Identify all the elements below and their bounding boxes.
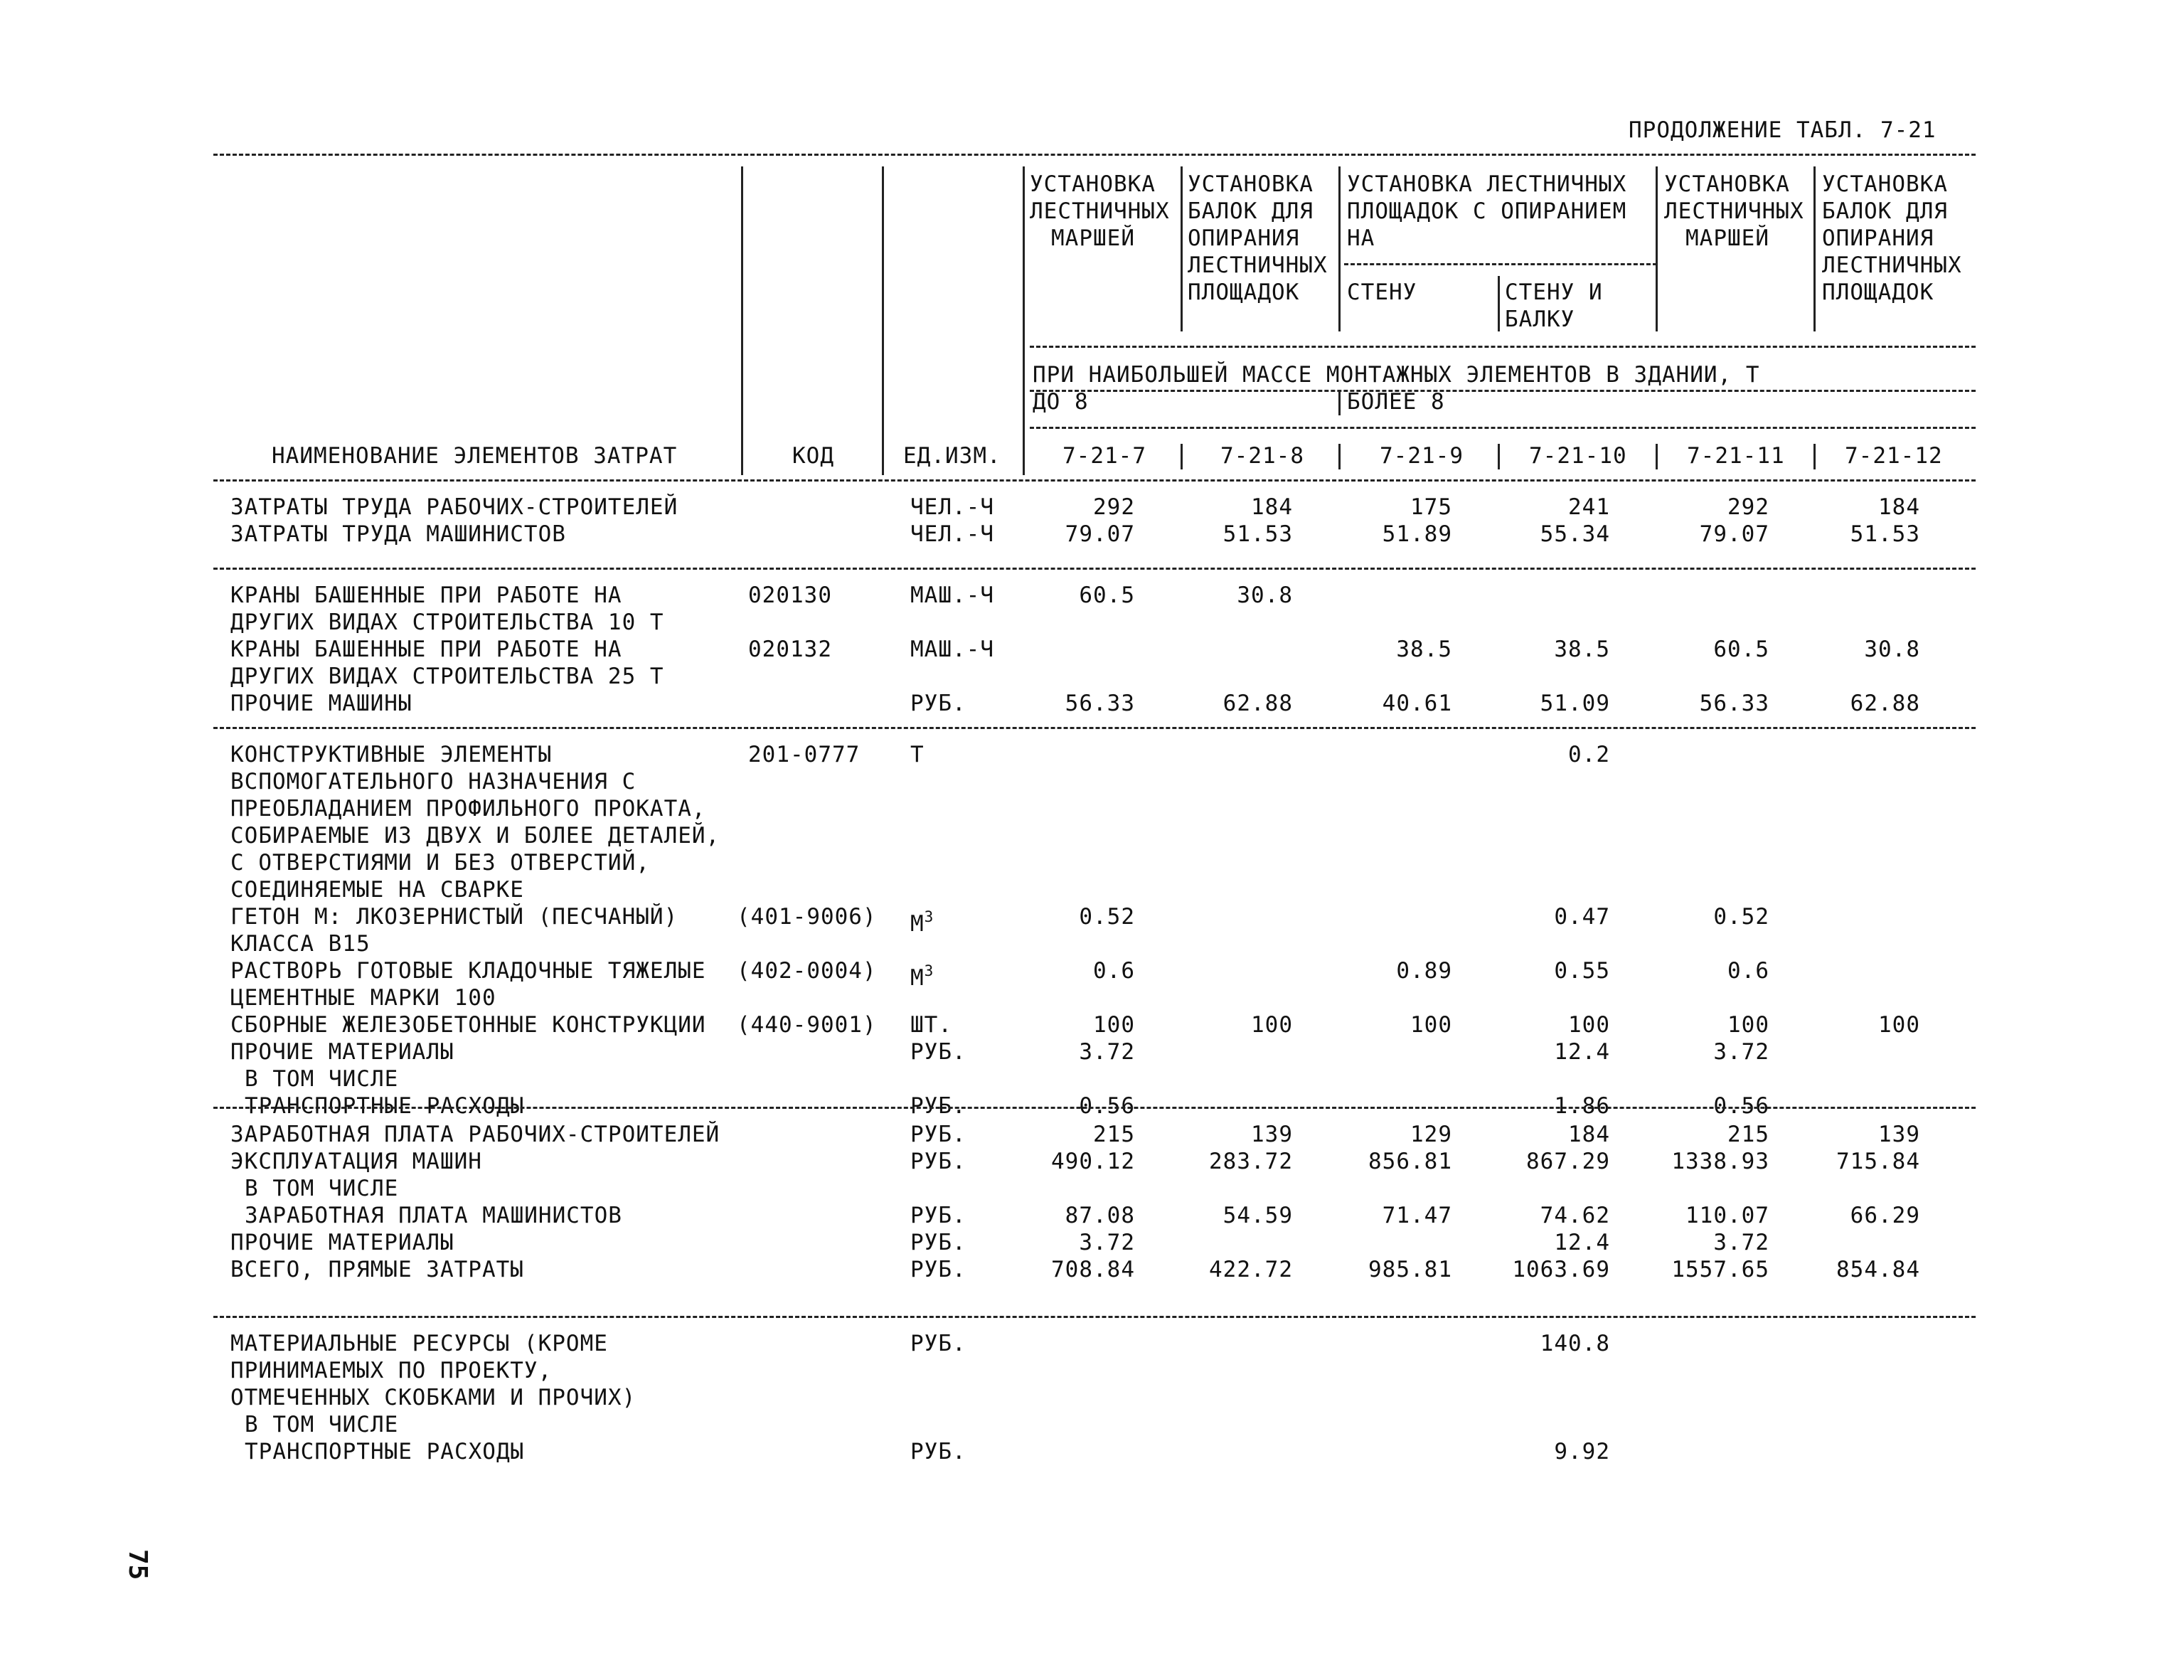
page-number: 75 [123,1549,152,1580]
row-value: 100 [1251,1012,1293,1038]
row-unit [910,1148,966,1175]
row-code: (401-9006) [737,904,877,930]
header-mass-over: БОЛЕЕ 8 [1347,389,1445,415]
row-unit-text: РУБ. [910,691,966,716]
row-name-line: В ТОМ ЧИСЛЕ [245,1412,399,1437]
row-value: 51.89 [1382,521,1452,547]
row-unit [910,1092,966,1120]
row-value: 62.88 [1222,691,1293,716]
row-value: 490.12 [1051,1149,1135,1174]
row-value: 66.29 [1850,1203,1920,1228]
row-value: 184 [1568,1122,1610,1147]
row-value: 0.56 [1713,1093,1769,1119]
row-name-line: ОТМЕЧЕННЫХ СКОБКАМИ И ПРОЧИХ) [230,1385,636,1410]
header-c6-line5: ПЛОЩАДОК [1822,280,1934,305]
row-unit-text: РУБ. [910,1331,966,1356]
row-unit-text: М [910,911,925,937]
row-unit-text: РУБ. [910,1093,966,1119]
row-unit-sup: 3 [924,908,934,925]
row-value: 867.29 [1526,1149,1610,1174]
row-code: 020132 [748,637,832,662]
row-unit [910,1202,966,1229]
row-value: 184 [1878,494,1920,520]
row-name-line: СОБИРАЕМЫЕ ИЗ ДВУХ И БОЛЕЕ ДЕТАЛЕЙ, [230,823,720,849]
header-c5-line2: ЛЕСТНИЧНЫХ [1664,198,1804,224]
row-value: 1338.93 [1671,1149,1769,1174]
header-code-c4: 7-21-10 [1529,443,1627,469]
row-value: 40.61 [1382,691,1452,716]
header-c6-line1: УСТАНОВКА [1822,171,1948,197]
row-value: 100 [1093,1012,1135,1038]
row-unit-text: ШТ. [910,1012,952,1038]
section-rule [213,1316,1976,1318]
header-c4-line1: СТЕНУ И [1505,280,1603,305]
codes-sep-3 [1498,444,1500,469]
header-sep-c5 [1813,166,1816,331]
row-value: 38.5 [1554,637,1610,662]
row-unit-text: М [910,965,925,991]
continuation-title: ПРОДОЛЖЕНИЕ ТАБЛ. 7-21 [1629,117,1937,143]
row-value: 0.52 [1079,904,1135,930]
header-c2-line3: ОПИРАНИЯ [1188,225,1300,251]
row-name-line: КЛАССА В15 [230,931,371,957]
row-unit-sup: 3 [924,962,934,979]
row-name-line: ПРОЧИЕ МАШИНЫ [230,691,412,716]
row-value: 0.55 [1554,958,1610,984]
row-value: 0.6 [1093,958,1135,984]
row-value: 241 [1568,494,1610,520]
row-value: 140.8 [1540,1331,1610,1356]
header-c2-line4: ЛЕСТНИЧНЫХ [1188,252,1328,278]
row-name-line: ПРОЧИЕ МАТЕРИАЛЫ [230,1230,454,1255]
header-rule-codes [1030,427,1976,429]
header-sep-c3 [1498,276,1500,331]
header-c34-line3: НА [1347,225,1375,251]
row-unit-text: РУБ. [910,1257,966,1282]
row-name-line: ДРУГИХ ВИДАХ СТРОИТЕЛЬСТВА 25 Т [230,664,664,689]
header-c2-line2: БАЛОК ДЛЯ [1188,198,1314,224]
row-value: 3.72 [1713,1039,1769,1065]
row-name-line: ПРИНИМАЕМЫХ ПО ПРОЕКТУ, [230,1358,553,1383]
row-name-line: РАСТВОРЬ ГОТОВЫЕ КЛАДОЧНЫЕ ТЯЖЕЛЫЕ [230,958,706,984]
header-c1-line2: ЛЕСТНИЧНЫХ [1030,198,1170,224]
row-value: 1063.69 [1512,1257,1610,1282]
row-code: 201-0777 [748,742,861,767]
row-unit [910,903,933,937]
header-c5-line1: УСТАНОВКА [1664,171,1790,197]
row-value: 139 [1251,1122,1293,1147]
row-name-line: СБОРНЫЕ ЖЕЛЕЗОБЕТОННЫЕ КОНСТРУКЦИИ [230,1012,706,1038]
row-name-line: МАТЕРИАЛЬНЫЕ РЕСУРСЫ (КРОМЕ [230,1331,608,1356]
header-sep-c4 [1656,166,1658,331]
header-c6-line2: БАЛОК ДЛЯ [1822,198,1948,224]
row-value: 0.6 [1727,958,1769,984]
row-name-line: В ТОМ ЧИСЛЕ [245,1176,399,1201]
section-rule [213,479,1976,482]
row-value: 110.07 [1685,1203,1769,1228]
header-code-c3: 7-21-9 [1380,443,1464,469]
header-rule-mass [1030,346,1976,348]
row-unit-text: ЧЕЛ.-Ч [910,494,994,520]
header-sep-unit [1023,166,1025,475]
row-unit-text: Т [910,742,925,767]
row-value: 12.4 [1554,1039,1610,1065]
header-c5-line3: МАРШЕЙ [1685,225,1769,251]
row-value: 3.72 [1079,1230,1135,1255]
header-sep-c1 [1181,166,1183,331]
row-name-line: ЗАТРАТЫ ТРУДА МАШИНИСТОВ [230,521,566,547]
row-value: 87.08 [1065,1203,1135,1228]
header-col-name: НАИМЕНОВАНИЕ ЭЛЕМЕНТОВ ЗАТРАТ [272,443,678,469]
row-value: 51.53 [1850,521,1920,547]
row-unit [910,1011,952,1038]
row-unit-text: РУБ. [910,1203,966,1228]
header-c2-line1: УСТАНОВКА [1188,171,1314,197]
row-code: 020130 [748,583,832,608]
row-value: 38.5 [1396,637,1452,662]
header-code-c1: 7-21-7 [1062,443,1146,469]
row-value: 0.2 [1568,742,1610,767]
row-value: 0.56 [1079,1093,1135,1119]
row-unit [910,957,933,991]
row-name-line: ЭКСПЛУАТАЦИЯ МАШИН [230,1149,482,1174]
header-c3-wall: СТЕНУ [1347,280,1417,305]
row-value: 854.84 [1836,1257,1920,1282]
row-value: 985.81 [1368,1257,1452,1282]
row-code: (402-0004) [737,958,877,984]
row-value: 215 [1727,1122,1769,1147]
row-name-line: ВСПОМОГАТЕЛЬНОГО НАЗНАЧЕНИЯ С [230,769,636,794]
row-value: 856.81 [1368,1149,1452,1174]
row-unit-text: МАШ.-Ч [910,583,994,608]
row-value: 139 [1878,1122,1920,1147]
row-value: 9.92 [1554,1439,1610,1464]
header-c1-line3: МАРШЕЙ [1051,225,1135,251]
header-c1-line1: УСТАНОВКА [1030,171,1156,197]
row-unit-text: РУБ. [910,1122,966,1147]
header-c34-line1: УСТАНОВКА ЛЕСТНИЧНЫХ [1347,171,1627,197]
header-code-c5: 7-21-11 [1687,443,1785,469]
row-name-line: КРАНЫ БАШЕННЫЕ ПРИ РАБОТЕ НА [230,637,622,662]
row-value: 56.33 [1065,691,1135,716]
row-value: 56.33 [1699,691,1769,716]
row-unit [910,582,994,609]
header-code-c6: 7-21-12 [1845,443,1943,469]
row-unit [910,521,994,548]
row-value: 71.47 [1382,1203,1452,1228]
row-name-line: КОНСТРУКТИВНЫЕ ЭЛЕМЕНТЫ [230,742,553,767]
header-sep-code [882,166,884,475]
row-value: 175 [1410,494,1452,520]
row-value: 100 [1410,1012,1452,1038]
header-sep-name [741,166,743,475]
row-unit-text: РУБ. [910,1230,966,1255]
row-value: 715.84 [1836,1149,1920,1174]
row-value: 3.72 [1079,1039,1135,1065]
row-name-line: С ОТВЕРСТИЯМИ И БЕЗ ОТВЕРСТИЙ, [230,850,650,876]
row-value: 0.47 [1554,904,1610,930]
header-rule-wall [1344,263,1657,265]
row-name-line: ТРАНСПОРТНЫЕ РАСХОДЫ [245,1439,525,1464]
row-unit [910,636,994,663]
row-value: 292 [1093,494,1135,520]
row-unit [910,1330,966,1357]
row-value: 100 [1878,1012,1920,1038]
header-sep-upto-over [1338,390,1341,415]
header-col-unit: ЕД.ИЗМ. [903,443,1001,469]
row-name-line: ПРОЧИЕ МАТЕРИАЛЫ [230,1039,454,1065]
row-unit [910,494,994,521]
header-rule-upto [1030,390,1976,392]
row-value: 30.8 [1237,583,1293,608]
row-value: 100 [1727,1012,1769,1038]
row-value: 422.72 [1209,1257,1293,1282]
row-value: 1557.65 [1671,1257,1769,1282]
section-rule [213,727,1976,729]
header-c6-line3: ОПИРАНИЯ [1822,225,1934,251]
row-value: 30.8 [1864,637,1920,662]
row-unit [910,690,966,717]
row-name-line: КРАНЫ БАШЕННЫЕ ПРИ РАБОТЕ НА [230,583,622,608]
row-unit [910,1229,966,1256]
row-value: 708.84 [1051,1257,1135,1282]
row-name-line: ЦЕМЕНТНЫЕ МАРКИ 100 [230,985,496,1011]
header-c34-line2: ПЛОЩАДОК С ОПИРАНИЕМ [1347,198,1627,224]
header-c2-line5: ПЛОЩАДОК [1188,280,1300,305]
row-name-line: В ТОМ ЧИСЛЕ [245,1066,399,1092]
codes-sep-1 [1181,444,1183,469]
row-value: 283.72 [1209,1149,1293,1174]
row-unit [910,1438,966,1465]
row-unit-text: МАШ.-Ч [910,637,994,662]
row-unit [910,1038,966,1065]
row-value: 129 [1410,1122,1452,1147]
row-name-line: ЗАРАБОТНАЯ ПЛАТА МАШИНИСТОВ [245,1203,622,1228]
row-value: 100 [1568,1012,1610,1038]
header-c4-line2: БАЛКУ [1505,307,1575,332]
row-unit-text: РУБ. [910,1439,966,1464]
row-code: (440-9001) [737,1012,877,1038]
codes-sep-2 [1338,444,1341,469]
row-value: 62.88 [1850,691,1920,716]
row-value: 60.5 [1079,583,1135,608]
header-mass-label: ПРИ НАИБОЛЬШЕЙ МАССЕ МОНТАЖНЫХ ЭЛЕМЕНТОВ В ЗДАНИИ, Т [1033,362,1760,388]
row-name-line: ЗАТРАТЫ ТРУДА РАБОЧИХ-СТРОИТЕЛЕЙ [230,494,678,520]
row-value: 79.07 [1699,521,1769,547]
section-rule [213,568,1976,570]
header-c6-line4: ЛЕСТНИЧНЫХ [1822,252,1962,278]
row-name-line: ТРАНСПОРТНЫЕ РАСХОДЫ [245,1093,525,1119]
section-rule [213,1107,1976,1109]
row-value: 292 [1727,494,1769,520]
row-unit-text: ЧЕЛ.-Ч [910,521,994,547]
row-name-line: ГЕТОН М: ЛКОЗЕРНИСТЫЙ (ПЕСЧАНЫЙ) [230,904,678,930]
row-value: 184 [1251,494,1293,520]
row-name-line: ДРУГИХ ВИДАХ СТРОИТЕЛЬСТВА 10 Т [230,610,664,635]
row-unit-text: РУБ. [910,1149,966,1174]
row-name-line: СОЕДИНЯЕМЫЕ НА СВАРКЕ [230,877,524,903]
row-value: 55.34 [1540,521,1610,547]
table-top-rule [213,154,1976,156]
codes-sep-5 [1813,444,1816,469]
row-value: 3.72 [1713,1230,1769,1255]
row-value: 215 [1093,1122,1135,1147]
row-name-line: ВСЕГО, ПРЯМЫЕ ЗАТРАТЫ [230,1257,524,1282]
row-unit [910,1121,966,1148]
row-value: 0.52 [1713,904,1769,930]
header-code-c2: 7-21-8 [1220,443,1304,469]
row-value: 12.4 [1554,1230,1610,1255]
row-value: 74.62 [1540,1203,1610,1228]
row-unit [910,1256,966,1283]
header-mass-upto: ДО 8 [1033,389,1089,415]
row-value: 60.5 [1713,637,1769,662]
row-value: 1.86 [1554,1093,1610,1119]
row-value: 51.09 [1540,691,1610,716]
row-name-line: ЗАРАБОТНАЯ ПЛАТА РАБОЧИХ-СТРОИТЕЛЕЙ [230,1122,720,1147]
header-sep-c2 [1338,166,1341,331]
row-name-line: ПРЕОБЛАДАНИЕМ ПРОФИЛЬНОГО ПРОКАТА, [230,796,706,822]
row-value: 51.53 [1222,521,1293,547]
row-value: 54.59 [1222,1203,1293,1228]
codes-sep-4 [1656,444,1658,469]
row-value: 0.89 [1396,958,1452,984]
header-col-code: КОД [792,443,834,469]
row-unit [910,741,925,768]
row-unit-text: РУБ. [910,1039,966,1065]
row-value: 79.07 [1065,521,1135,547]
